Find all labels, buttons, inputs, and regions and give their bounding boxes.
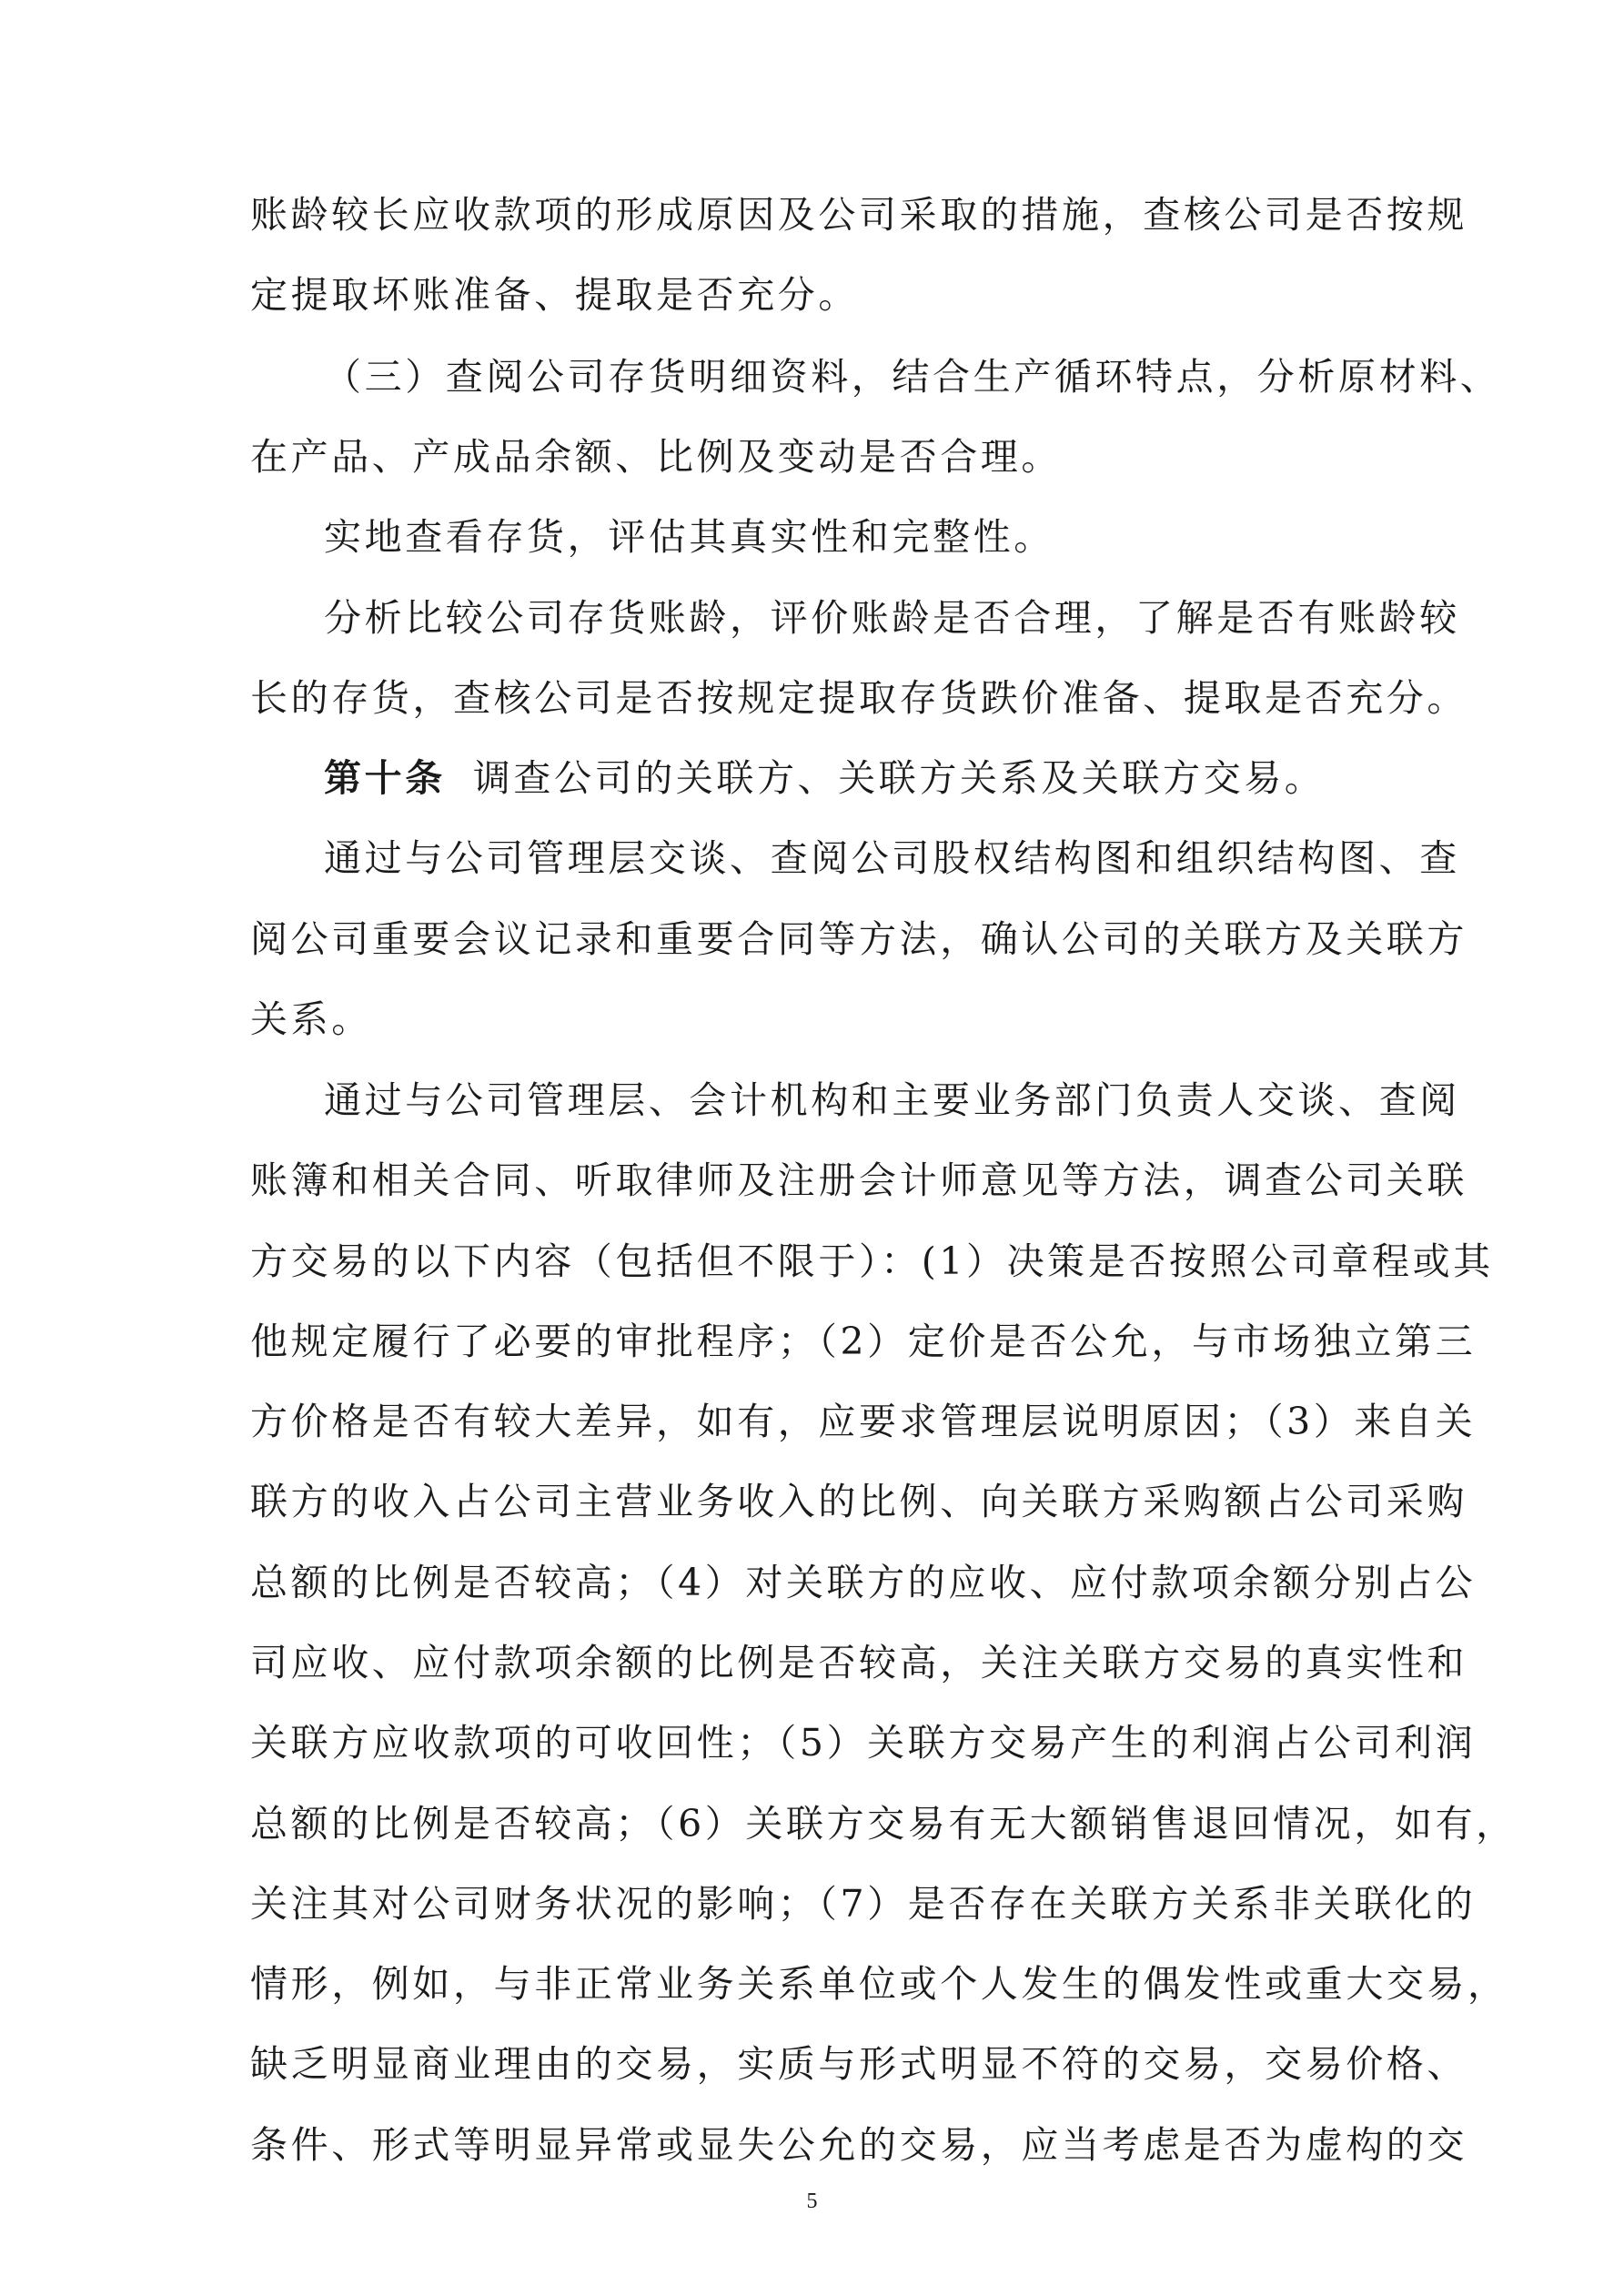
text-line: 通过与公司管理层、会计机构和主要业务部门负责人交谈、查阅 (324, 1078, 1460, 1122)
text-line: 条件、形式等明显异常或显失公允的交易，应当考虑是否为虚构的交 (250, 2123, 1468, 2167)
article-label: 第十条 (324, 756, 446, 800)
text-line: 总额的比例是否较高；（6）关联方交易有无大额销售退回情况，如有， (250, 1802, 1517, 1846)
text-line: 阅公司重要会议记录和重要合同等方法，确认公司的关联方及关联方 (250, 917, 1468, 961)
text-line: 方交易的以下内容（包括但不限于）：(1）决策是否按照公司章程或其 (250, 1239, 1494, 1283)
text-line: 情形，例如，与非正常业务关系单位或个人发生的偶发性或重大交易， (250, 1962, 1508, 2006)
text-line: 关系。 (250, 997, 372, 1041)
text-line: 总额的比例是否较高；（4）对关联方的应收、应付款项余额分别占公 (250, 1561, 1477, 1604)
text-line: 分析比较公司存货账龄，评价账龄是否合理，了解是否有账龄较 (324, 596, 1460, 640)
text-line: 实地查看存货，评估其真实性和完整性。 (324, 515, 1054, 559)
text-line: 通过与公司管理层交谈、查阅公司股权结构图和组织结构图、查 (324, 836, 1460, 880)
article-heading-text: 调查公司的关联方、关联方关系及关联方交易。 (472, 756, 1326, 800)
text-line: 账龄较长应收款项的形成原因及公司采取的措施，查核公司是否按规 (250, 193, 1468, 237)
text-line: 他规定履行了必要的审批程序；（2）定价是否公允，与市场独立第三 (250, 1320, 1477, 1363)
text-line: 长的存货，查核公司是否按规定提取存货跌价准备、提取是否充分。 (250, 676, 1468, 720)
article-heading-line (324, 747, 1379, 809)
text-line: 司应收、应付款项余额的比例是否较高，关注关联方交易的真实性和 (250, 1641, 1468, 1684)
text-line: 账簿和相关合同、听取律师及注册会计师意见等方法，调查公司关联 (250, 1158, 1468, 1202)
text-line: 在产品、产成品余额、比例及变动是否合理。 (250, 435, 1062, 479)
text-line: 方价格是否有较大差异，如有，应要求管理层说明原因；（3）来自关 (250, 1400, 1477, 1443)
text-line: 关注其对公司财务状况的影响；（7）是否存在关联方关系非关联化的 (250, 1882, 1477, 1926)
text-line: 缺乏明显商业理由的交易，实质与形式明显不符的交易，交易价格、 (250, 2042, 1468, 2086)
text-line: 关联方应收款项的可收回性；（5）关联方交易产生的利润占公司利润 (250, 1721, 1477, 1765)
text-line: （三）查阅公司存货明细资料，结合生产循环特点，分析原材料、 (324, 355, 1501, 399)
text-line: 定提取坏账准备、提取是否充分。 (250, 273, 859, 317)
page-number: 5 (806, 2190, 818, 2213)
text-line: 联方的收入占公司主营业务收入的比例、向关联方采购额占公司采购 (250, 1480, 1468, 1523)
